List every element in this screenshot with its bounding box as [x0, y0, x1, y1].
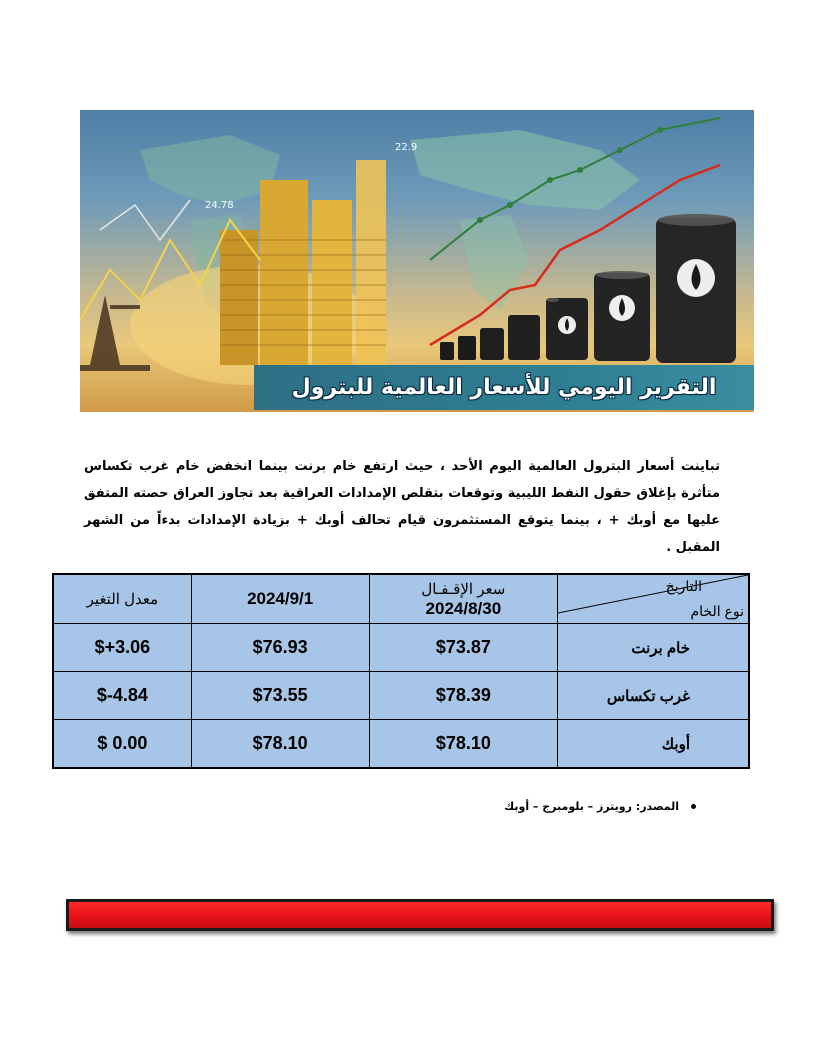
current-price-cell: $76.93 — [191, 624, 369, 672]
source-note — [504, 800, 696, 813]
crude-type-cell: غرب تكساس — [558, 672, 749, 720]
source-text: المصدر: رويترز – بلومبرج – أوبك — [504, 800, 679, 813]
oil-price-table — [52, 573, 750, 769]
change-cell: $+3.06 — [53, 624, 191, 672]
close-price-cell: $78.10 — [369, 720, 558, 769]
header-change-rate: معدل التغير — [53, 574, 191, 624]
report-intro-paragraph: تباينت أسعار البترول العالمية اليوم الأحد ، حيث ارتفع خام برنت بينما انخفض خام غرب تكساس متأثرة بإغلاق حقول النفط الليبية وتوقعات بتقلص الإمدادات العراقية بعد تجاوز العراق حصته المتفق عليها مع أوبك + ، بينما يتوقع المستثمرون قيام تحالف أوبك + بزيادة الإمدادات بدءاً من الشهر المقبل . — [84, 459, 720, 555]
table-row — [53, 672, 749, 720]
crude-type-cell: أوبك — [558, 720, 749, 769]
table-row — [53, 624, 749, 672]
bullet-icon — [691, 804, 696, 809]
corner-label-type: نوع الخام — [690, 603, 744, 619]
table-header-row — [53, 574, 749, 624]
close-price-cell: $78.39 — [369, 672, 558, 720]
table-corner-cell — [558, 574, 749, 624]
chart-value-label-1: 24.78 — [205, 200, 234, 211]
crude-type-cell: خام برنت — [558, 624, 749, 672]
table-row — [53, 720, 749, 769]
current-price-cell: $78.10 — [191, 720, 369, 769]
header-banner — [80, 110, 754, 412]
chart-value-label-2: 22.9 — [395, 142, 418, 153]
header-date-2: 2024/9/1 — [191, 574, 369, 624]
header-close-price — [369, 574, 558, 624]
footer-red-bar — [66, 899, 774, 931]
corner-label-date: التاريخ — [665, 578, 702, 594]
banner-title: التقرير اليومي للأسعار العالمية للبترول — [254, 365, 754, 410]
current-price-cell: $73.55 — [191, 672, 369, 720]
change-cell: $ 0.00 — [53, 720, 191, 769]
header-close-date: 2024/8/30 — [425, 599, 502, 618]
change-cell: $-4.84 — [53, 672, 191, 720]
close-price-cell: $73.87 — [369, 624, 558, 672]
header-close-label: سعر الإقـفـال — [421, 581, 506, 598]
